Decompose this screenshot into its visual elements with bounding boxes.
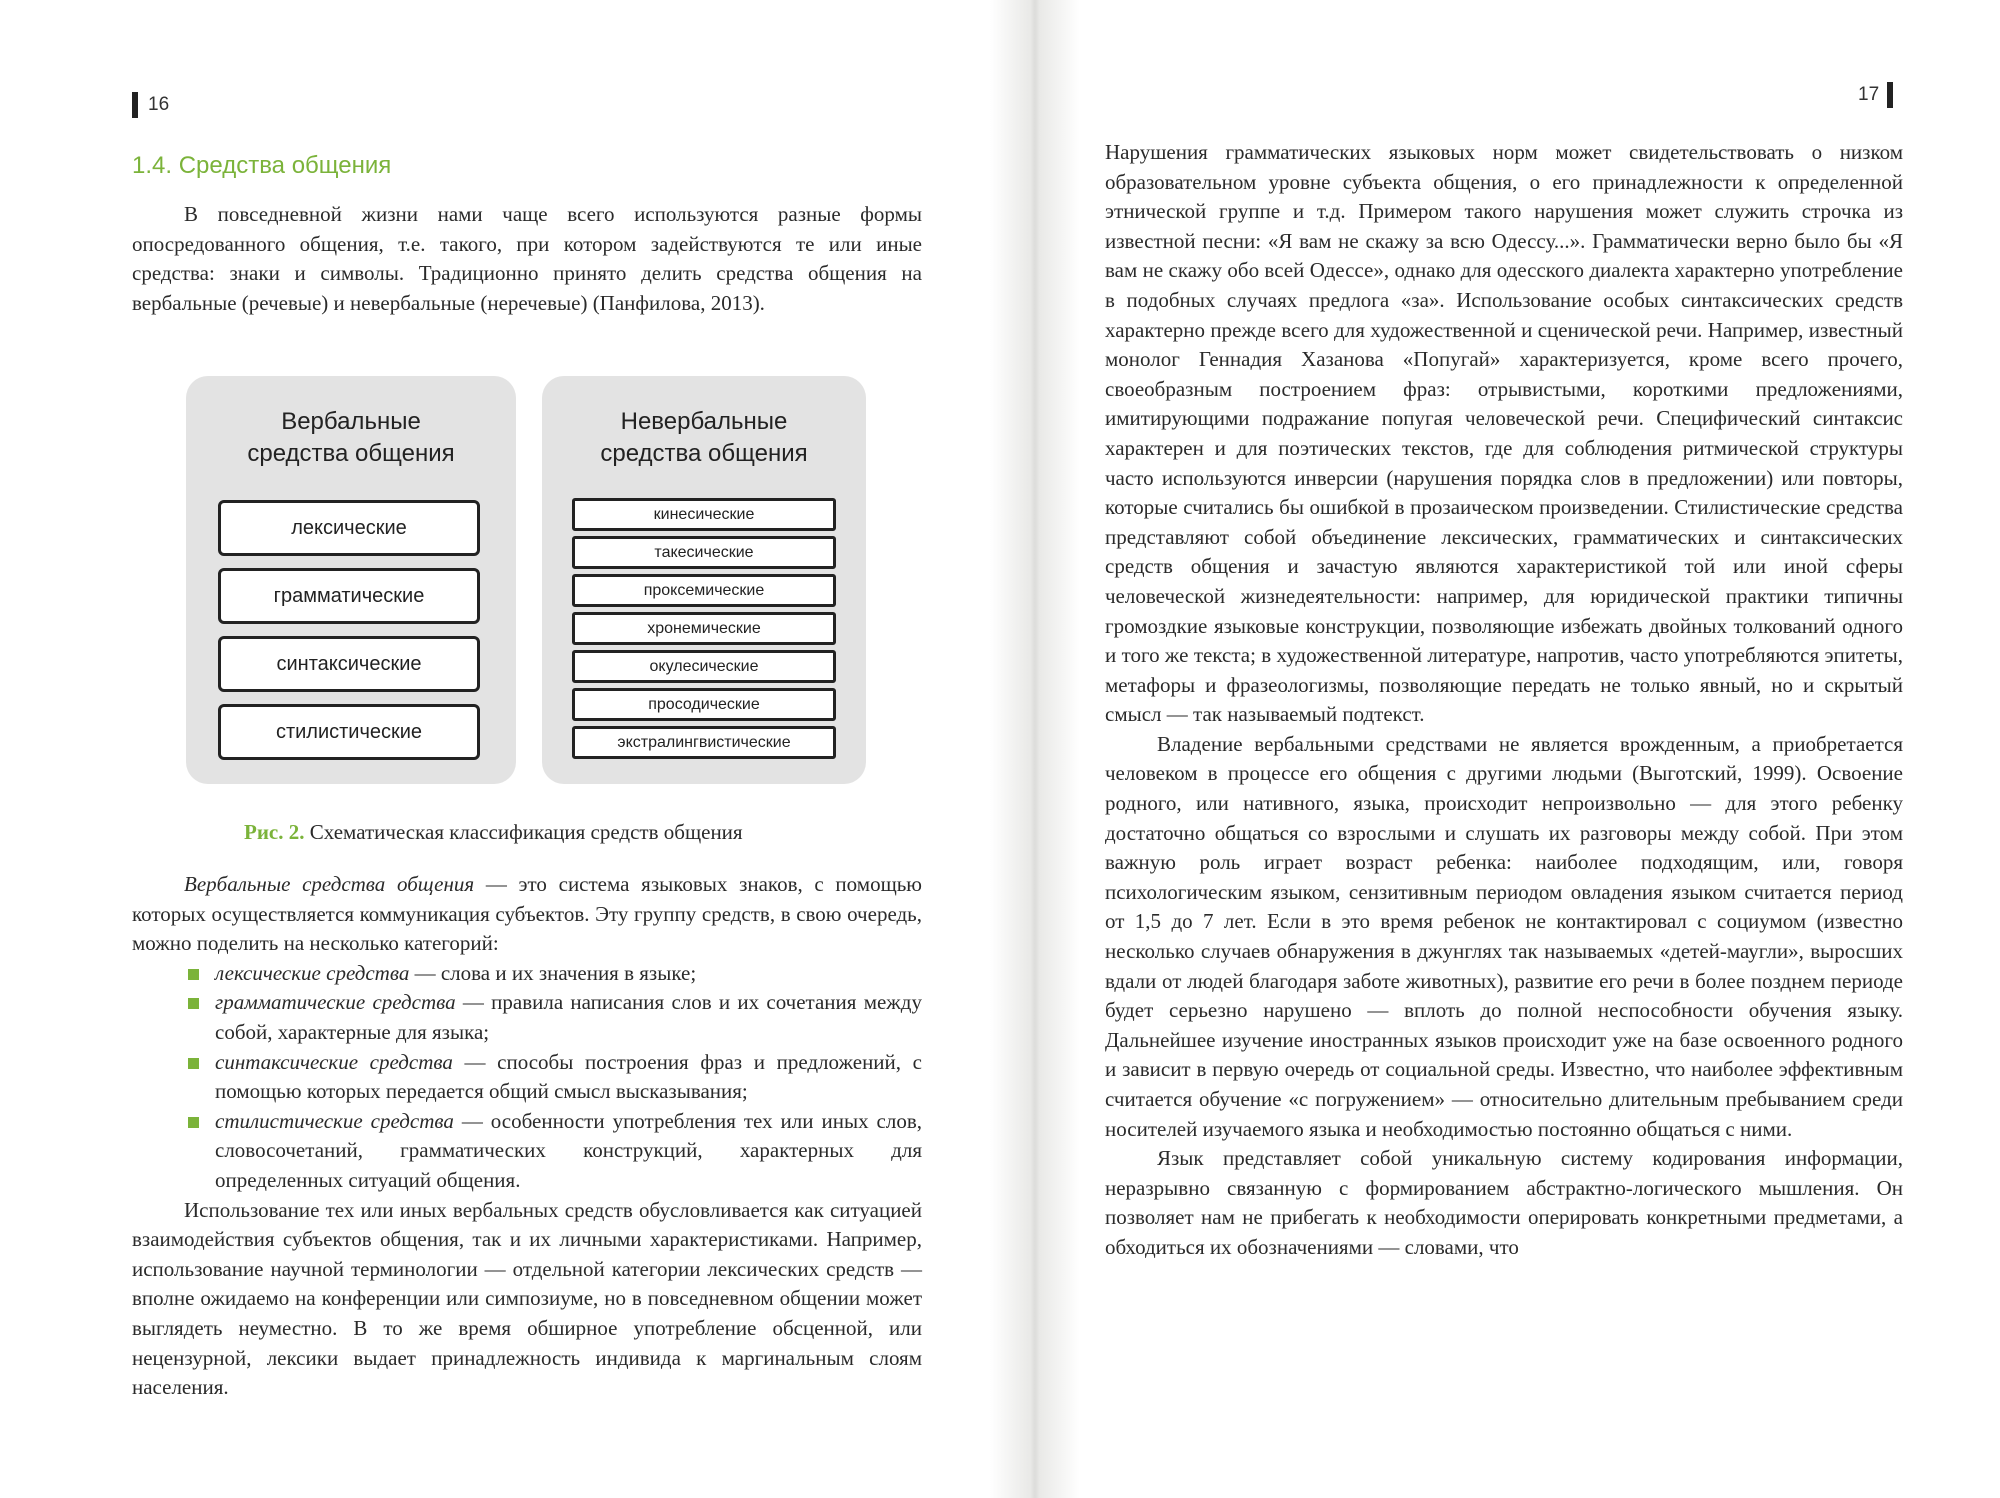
bullet-square-icon: [188, 998, 199, 1009]
list-item-term: грамматические средства: [215, 990, 456, 1015]
category-list: [132, 959, 922, 1196]
nonverbal-item: окулесические: [572, 650, 836, 683]
left-body: [132, 870, 922, 1403]
figure-caption-text: Схематическая классификация средств общения: [309, 820, 743, 844]
list-item: [132, 1107, 922, 1196]
bullet-square-icon: [188, 969, 199, 980]
definition-paragraph: [132, 870, 922, 959]
nonverbal-item: хронемические: [572, 612, 836, 645]
nonverbal-item: такесические: [572, 536, 836, 569]
book-gutter: [990, 0, 1080, 1498]
classification-diagram: [186, 376, 866, 786]
section-heading: 1.4. Средства общения: [132, 152, 392, 179]
list-item-term: синтаксические средства: [215, 1049, 453, 1074]
nonverbal-item: экстралингвистические: [572, 726, 836, 759]
nonverbal-item: кинесические: [572, 498, 836, 531]
intro-paragraph: В повседневной жизни нами чаще всего используются разные формы опосредованного общения, т.е. такого, при котором задействуются те или иные средства: знаки и символы. Традиционно принято делить средства общения на вербальные (речевые) и невербальные (неречевые) (Панфилова, 2013).: [132, 202, 922, 315]
list-item-text: — слова и их значения в языке;: [409, 960, 697, 985]
figure-label: Рис. 2.: [244, 820, 305, 844]
list-item: [132, 1048, 922, 1107]
closing-paragraph: Использование тех или иных вербальных средств обусловливается как ситуацией взаимодействия субъектов общения, так и их личными характеристиками. Например, использование научной терминологии — отдельной категории лексических средств — вполне ожидаемо на конференции или симпозиуме, но в повседневном общении может выглядеть неуместно. В то же время обширное употребление обсценной, или нецензурной, лексики выдает принадлежность индивида к маргинальным слоям населения.: [132, 1197, 922, 1400]
list-item-text: — способы построения фраз и предложений, с помощью которых передается общий смысл высказывания;: [215, 1049, 922, 1104]
verbal-panel: [186, 376, 516, 784]
list-item-term: лексические средства: [215, 960, 410, 985]
list-item: [132, 959, 922, 989]
verbal-item: грамматические: [218, 568, 480, 624]
nonverbal-item: проксемические: [572, 574, 836, 607]
right-page-number: [1858, 82, 1893, 108]
nonverbal-panel: [542, 376, 866, 784]
right-paragraph-3: Язык представляет собой уникальную систему кодирования информации, неразрывно связанную с формированием абстрактно-логического мышления. Он позволяет нам не прибегать к необходимости оперировать конкретными предметами, а обходиться их обозначениями — словами, что: [1105, 1146, 1903, 1259]
list-item-term: стилистические средства: [215, 1108, 454, 1133]
right-body: [1105, 138, 1903, 1263]
definition-text: — это система языковых знаков, с помощью которых осуществляется коммуникация субъектов. Эту группу средств, в свою очередь, можно поделить на несколько категорий:: [132, 872, 923, 956]
list-item: [132, 988, 922, 1047]
left-page-number-text: 16: [148, 94, 170, 115]
right-paragraph-2: Владение вербальными средствами не является врожденным, а приобретается человеком в процессе его общения с другими людьми (Выготский, 1999). Освоение родного, или нативного, языка, происходит непроизвольно — для этого ребенку достаточно общаться со взрослыми и слушать их разговоры между собой. При этом важную роль играет возраст ребенка: наиболее подходящим, или, говоря психологическим языком, сензитивным периодом овладения языком считается период от 1,5 до 7 лет. Если в это время ребенок не контактировал с социумом (известно несколько случаев обнаружения в джунглях так называемых «детей-маугли», выросших вдали от людей благодаря заботе животных), развитие его речи в более позднем периоде будет серьезно нарушено — вплоть до полной неспособности обучения языку. Дальнейшее изучение иностранных языков происходит уже на базе освоенного родного и зависит в первую очередь от социальной среды. Известно, что наиболее эффективным считается обучение «с погружением» — относительно длительным пребыванием среди носителей изучаемого языка и необходимостью постоянно общаться с ними.: [1105, 731, 1903, 1141]
intro-paragraph-block: [132, 200, 922, 318]
left-page-number: [132, 92, 169, 118]
page-marker-bar: [1887, 82, 1893, 108]
verbal-panel-title: Вербальные средства общения: [247, 408, 455, 467]
verbal-item: лексические: [218, 500, 480, 556]
definition-term: Вербальные средства общения: [184, 872, 475, 896]
nonverbal-item: просодические: [572, 688, 836, 721]
bullet-square-icon: [188, 1117, 199, 1128]
right-page-number-text: 17: [1858, 84, 1880, 105]
figure-caption: [244, 820, 743, 845]
verbal-item: стилистические: [218, 704, 480, 760]
list-item-text: — особенности употребления тех или иных слов, словосочетаний, грамматических конструкций, характерных для определенных ситуаций общения.: [215, 1108, 923, 1192]
list-item-text: — правила написания слов и их сочетания между собой, характерные для языка;: [215, 990, 922, 1044]
verbal-item: синтаксические: [218, 636, 480, 692]
page-marker-bar: [132, 92, 138, 118]
right-paragraph-1: Нарушения грамматических языковых норм может свидетельствовать о низком образовательном уровне субъекта общения, о его принадлежности к определенной этнической группе и т.д. Примером такого нарушения может служить строчка из известной песни: «Я вам не скажу за всю Одессу...». Грамматически верно было бы «Я вам не скажу обо всей Одессе», однако для одесского диалекта характерно употребление в подобных случаях предлога «за». Использование особых синтаксических средств характерно прежде всего для художественной и сценической речи. Например, известный монолог Геннадия Хазанова «Попугай» характеризуется, кроме всего прочего, своеобразным построением фраз: отрывистыми, короткими предложениями, имитирующими подражание попугая человеческой речи. Специфический синтаксис характерен и для поэтических текстов, где для соблюдения ритмической структуры часто используются инверсии (нарушения порядка слов в предложении) или повторы, которые считались бы ошибкой в прозаическом произведении. Стилистические средства представляют собой объединение лексических, грамматических и синтаксических средств общения и зачастую являются характеристикой той или иной сферы человеческой жизнедеятельности: например, для юридической практики типичны громоздкие языковые конструкции, позволяющие избежать двойных толкований одного и того же текста; в художественной литературе, напротив, часто употребляются эпитеты, метафоры и фразеологизмы, позволяющие передать не только явный, но и скрытый смысл — так называемый подтекст.: [1105, 140, 1903, 727]
bullet-square-icon: [188, 1058, 199, 1069]
nonverbal-panel-title: Невербальные средства общения: [600, 408, 808, 467]
